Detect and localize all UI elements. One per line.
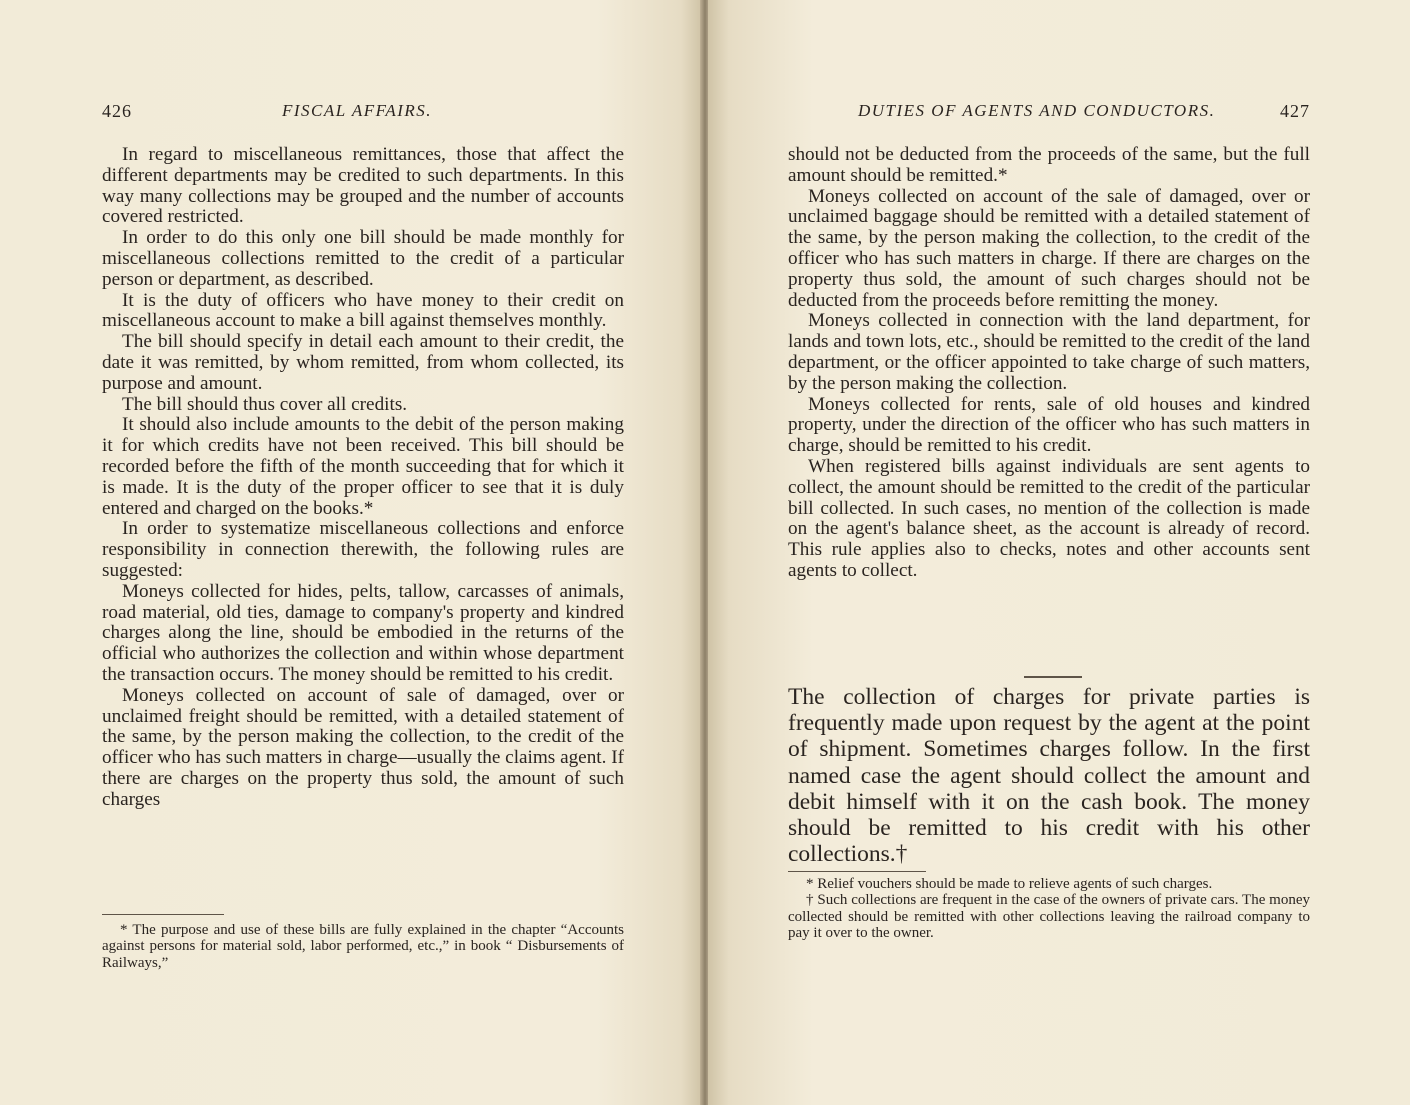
right-body-text bbox=[788, 145, 1310, 582]
paragraph: The bill should specify in detail each amount to their credit, the date it was remitted, by whom remitted, from whom collected, its purpose and amount. bbox=[102, 331, 624, 394]
paragraph: In order to do this only one bill should be made monthly for miscellaneous collections remitted to the credit of a particular person or department, as described. bbox=[102, 227, 624, 290]
footnote: * The purpose and use of these bills are fully explained in the chapter “Accounts against persons for material sold, labor performed, etc.,” in book “ Disbursements of Railways,” bbox=[102, 922, 624, 971]
paragraph: It should also include amounts to the debit of the person making it for which credits have not been received. This bill should be recorded before the fifth of the month succeeding that for which it is made. It is the duty of the proper officer to see that it is duly entered and charged on the books.* bbox=[102, 414, 624, 519]
right-page bbox=[708, 0, 1410, 1105]
left-footnotes bbox=[102, 922, 624, 971]
footnote-rule bbox=[102, 914, 224, 915]
large-type-paragraph-block bbox=[788, 684, 1310, 867]
paragraph: In order to systematize miscellaneous collections and enforce responsibility in connection therewith, the following rules are suggested: bbox=[102, 518, 624, 581]
footnote-rule bbox=[788, 871, 926, 872]
section-divider bbox=[1024, 676, 1082, 678]
footnote: * Relief vouchers should be made to relieve agents of such charges. bbox=[806, 876, 1213, 892]
paragraph: The bill should thus cover all credits. bbox=[122, 393, 408, 415]
paragraph: Moneys collected in connection with the land department, for lands and town lots, etc., should be remitted to the credit of the land department, or the officer appointed to take charge of such matters, by the person making the collection. bbox=[788, 310, 1310, 394]
large-paragraph: The collection of charges for private parties is frequently made upon request by the agent at the point of shipment. Sometimes charges follow. In the first named case the agent should collect the amount and debit himself with it on the cash book. The money should be remitted to his credit with his other collections.† bbox=[788, 684, 1310, 868]
running-head: FISCAL AFFAIRS. bbox=[282, 101, 432, 120]
left-page bbox=[0, 0, 702, 1105]
footnote: † Such collections are frequent in the case of the owners of private cars. The money collected should be remitted with other collections leaving the railroad company to pay it over to the owner. bbox=[788, 892, 1310, 942]
paragraph: In regard to miscellaneous remittances, those that affect the different departments may be credited to such departments. In this way many collections may be grouped and the number of accounts covered restricted. bbox=[102, 144, 624, 228]
running-head: DUTIES OF AGENTS AND CONDUCTORS. bbox=[858, 101, 1216, 120]
paragraph: Moneys collected for rents, sale of old houses and kindred property, under the direction of the officer who has such matters in charge, should be remitted to his credit. bbox=[788, 393, 1310, 457]
paragraph: Moneys collected for hides, pelts, tallow, carcasses of animals, road material, old ties, damage to company's property and kindred charges along the line, should be embodied in the returns of the official who authorizes the collection and within whose department the transaction occurs. The money should be remitted to his credit. bbox=[102, 580, 624, 685]
continuation-paragraph: should not be deducted from the proceeds of the same, but the full amount should be remitted.* bbox=[788, 144, 1310, 186]
paragraph: It is the duty of officers who have money to their credit on miscellaneous account to make a bill against themselves monthly. bbox=[102, 289, 624, 332]
paragraph: Moneys collected on account of the sale of damaged, over or unclaimed baggage should be remitted with a detailed statement of the same, by the person making the collection, to the credit of the officer who has such matters in charge. If there are charges on the property thus sold, the amount of such charges should not be deducted from the proceeds before remitting the money. bbox=[788, 185, 1310, 311]
right-footnotes bbox=[788, 876, 1310, 942]
paragraph: Moneys collected on account of sale of damaged, over or unclaimed freight should be remitted, with a detailed statement of the same, by the person making the collection, to the credit of the officer who has such matters in charge—usually the claims agent. If there are charges on the property thus sold, the amount of such charges bbox=[102, 684, 624, 810]
paragraph: When registered bills against individuals are sent agents to collect, the amount should be remitted to the credit of the particular bill collected. In such cases, no mention of the collection is made on the agent's balance sheet, as the account is already of record. This rule applies also to checks, notes and other accounts sent agents to collect. bbox=[788, 455, 1310, 581]
page-number: 426 bbox=[102, 101, 132, 121]
left-page-header bbox=[102, 98, 627, 126]
left-body-text bbox=[102, 145, 624, 811]
page-number: 427 bbox=[1280, 101, 1310, 121]
right-page-header bbox=[788, 98, 1310, 126]
